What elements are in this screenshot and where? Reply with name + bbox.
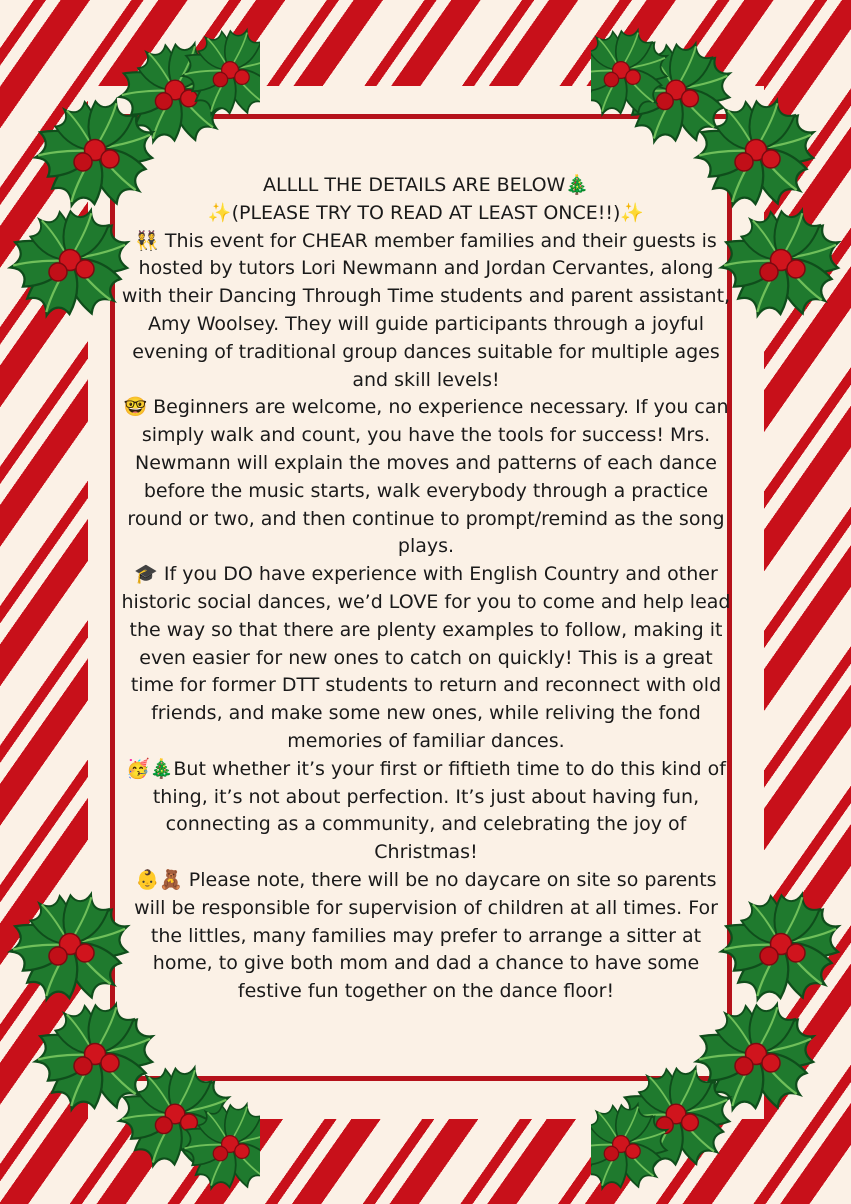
details-subtitle: ✨(PLEASE TRY TO READ AT LEAST ONCE!!)✨ bbox=[207, 201, 645, 224]
event-details-text bbox=[118, 172, 734, 1006]
paragraph-beginners: 🤓 Beginners are welcome, no experience necessary. If you can simply walk and count, you have the tools for success! Mrs. Newmann will explain the moves and patterns of each dance before the music starts, walk everybody through a practice round or two, and then continue to prompt/remind as the song plays. bbox=[123, 396, 729, 558]
paragraph-fun: 🥳🎄But whether it’s your first or fiftieth time to do this kind of thing, it’s not about perfection. It’s just about having fun, connecting as a community, and celebrating the joy of Christmas! bbox=[126, 757, 726, 864]
paragraph-hosts: 👯 This event for CHEAR member families and their guests is hosted by tutors Lori Newmann and Jordan Cervantes, along with their Dancing Through Time students and parent assistant, Amy Woolsey. They will guide participants through a joyful evening of traditional group dances suitable for multiple ages and skill levels! bbox=[121, 229, 731, 391]
paragraph-experienced: 🎓 If you DO have experience with English Country and other historic social dances, we’d LOVE for you to come and help lead the way so that there are plenty examples to follow, making it even easier for new ones to catch on quickly! This is a great time for former DTT students to return and reconnect with old friends, and make some new ones, while reliving the fond memories of familiar dances. bbox=[121, 563, 731, 752]
details-title: ALLLL THE DETAILS ARE BELOW🎄 bbox=[263, 174, 589, 196]
paragraph-daycare-note: 👶🧸 Please note, there will be no daycare on site so parents will be responsible for supervision of children at all times. For the littles, many families may prefer to arrange a sitter at home, to give both mom and dad a chance to have some festive fun together on the dance floor! bbox=[134, 868, 718, 1003]
